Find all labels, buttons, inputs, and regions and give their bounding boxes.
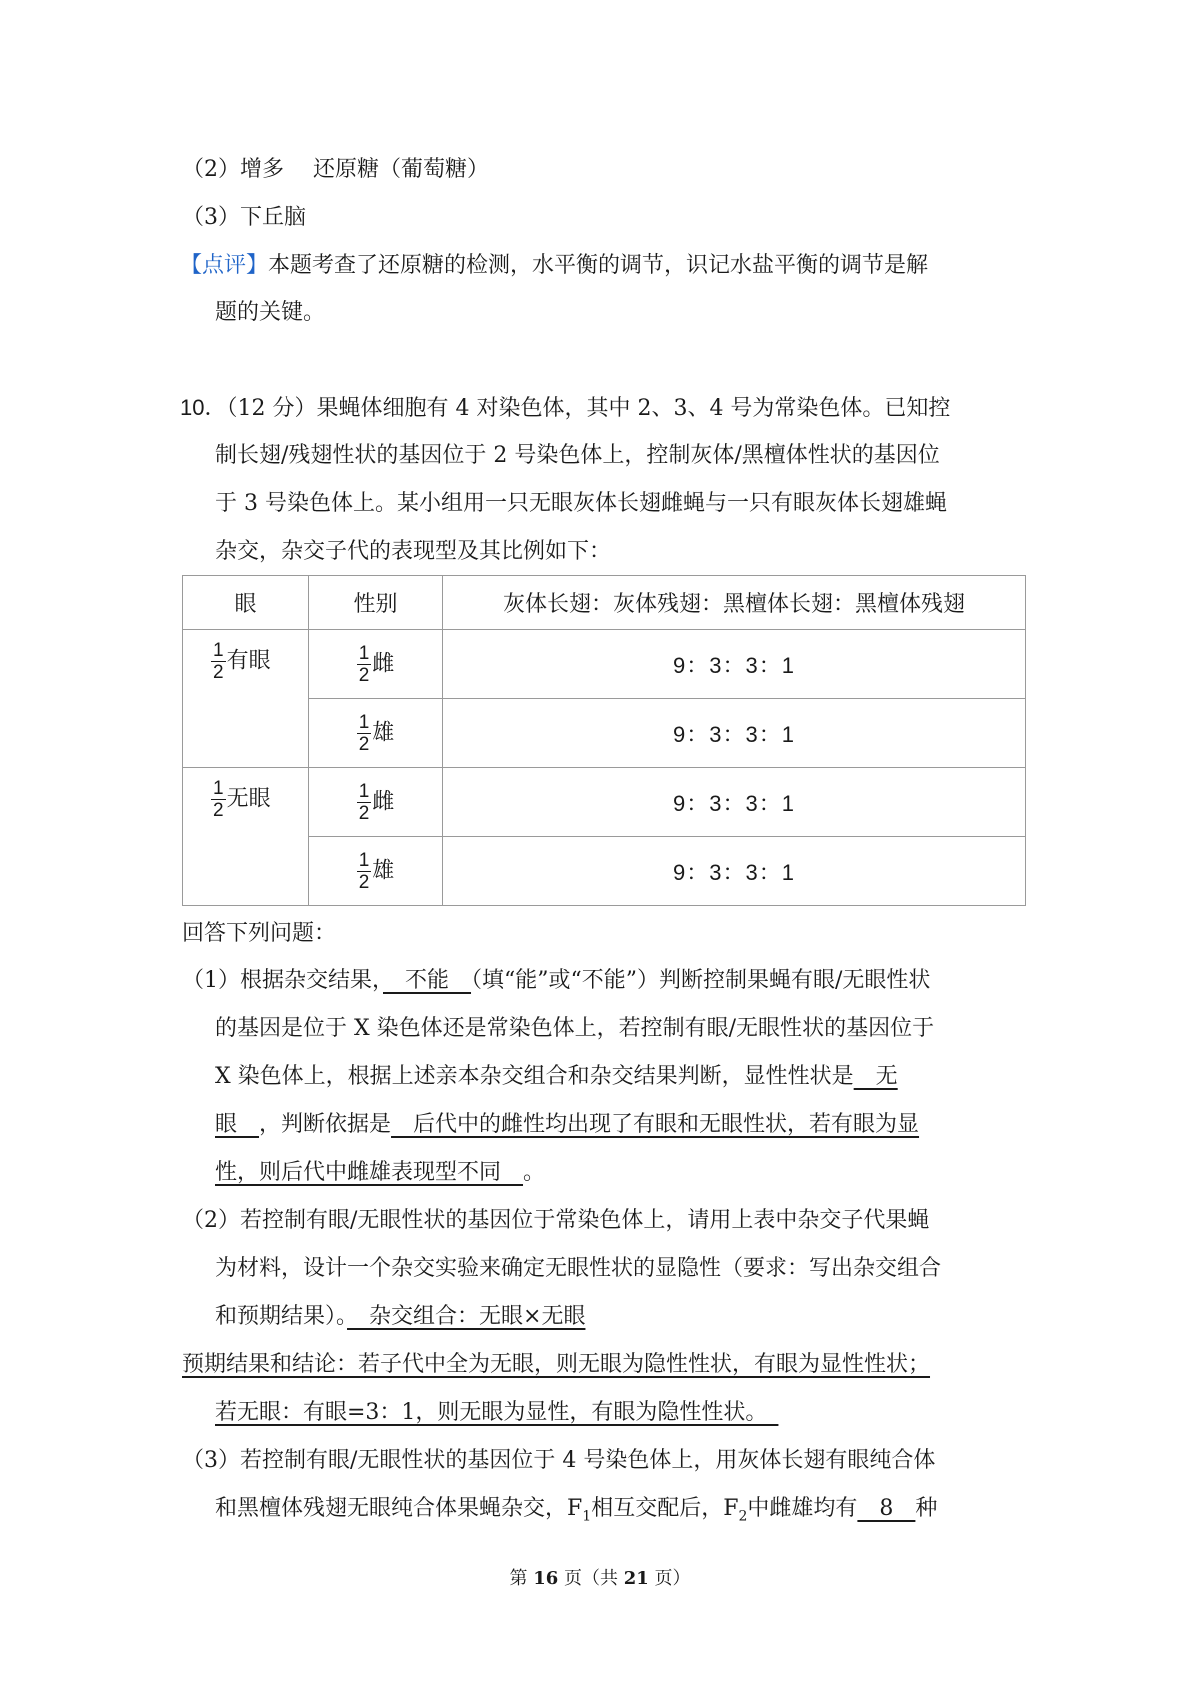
table-row xyxy=(183,699,1026,768)
p2-line-4: 预期结果和结论：若子代中全为无眼，则无眼为隐性性状，有眼为显性性状； xyxy=(182,1352,931,1377)
sex-cell: $\frac{1}{2}$ 雄 xyxy=(309,699,443,768)
table-row xyxy=(183,768,1026,837)
blank-answer: 不能 xyxy=(383,968,472,993)
fraction: $\frac{1}{2}$ xyxy=(213,778,224,821)
table-header-row xyxy=(183,576,1026,630)
blank-answer: 8 xyxy=(857,1496,916,1521)
header-ratio: 灰体长翅：灰体残翅：黑檀体长翅：黑檀体残翅 xyxy=(443,576,1026,630)
ratio-cell: 9：3：3：1 xyxy=(443,699,1026,768)
header-sex: 性别 xyxy=(309,576,443,630)
eye-cell-absent: $\frac{1}{2}$ 无眼 xyxy=(183,768,309,906)
ratio-cell: 9：3：3：1 xyxy=(443,837,1026,906)
sex-cell: $\frac{1}{2}$ 雄 xyxy=(309,837,443,906)
q10-number: 10． xyxy=(180,395,227,420)
p2-line-5: 若无眼：有眼=3：1，则无眼为显性，有眼为隐性性状。 xyxy=(215,1400,779,1425)
p1-line-2: 的基因是位于 X 染色体还是常染色体上，若控制有眼/无眼性状的基因位于 xyxy=(215,1016,935,1041)
p2-line-1: （2）若控制有眼/无眼性状的基因位于常染色体上，请用上表中杂交子代果蝇 xyxy=(182,1208,930,1233)
page-total: 21 xyxy=(623,1568,649,1589)
q10-stem-4: 杂交，杂交子代的表现型及其比例如下： xyxy=(215,539,612,564)
fraction: $\frac{1}{2}$ xyxy=(358,849,370,893)
answer-2: （2）增多 还原糖（葡萄糖） xyxy=(182,157,489,182)
fraction: $\frac{1}{2}$ xyxy=(213,640,224,683)
comment-line-1 xyxy=(180,250,928,282)
blank-answer: 无 xyxy=(853,1064,898,1089)
page-footer: 第 16 页（共 21 页） xyxy=(509,1568,691,1589)
p1-line-5: 性，则后代中雌雄表现型不同 。 xyxy=(215,1160,546,1185)
comment-tag: 【点评】 xyxy=(180,253,269,278)
comment-text-1: 本题考查了还原糖的检测，水平衡的调节，识记水盐平衡的调节是解 xyxy=(268,253,929,278)
p2-line-3: 和预期结果）。 杂交组合：无眼×无眼 xyxy=(215,1304,586,1329)
sex-cell: $\frac{1}{2}$ 雌 xyxy=(309,768,443,837)
q10-stem-1: （12 分）果蝇体细胞有 4 对染色体，其中 2、3、4 号为常染色体。已知控 xyxy=(226,396,951,421)
header-eye: 眼 xyxy=(183,576,309,630)
p3-line-2: 和黑檀体残翅无眼纯合体果蝇杂交，$F_1$相互交配后，$F_2$中雌雄均有 8 种 xyxy=(215,1496,938,1525)
p3-line-1: （3）若控制有眼/无眼性状的基因位于 4 号染色体上，用灰体长翅有眼纯合体 xyxy=(182,1448,936,1473)
fraction: $\frac{1}{2}$ xyxy=(358,711,370,755)
sex-cell: $\frac{1}{2}$ 雌 xyxy=(309,630,443,699)
ratio-cell: 9：3：3：1 xyxy=(443,630,1026,699)
q10-line-1 xyxy=(180,392,950,425)
page-number: 16 xyxy=(533,1568,559,1589)
fraction: $\frac{1}{2}$ xyxy=(358,780,370,824)
blank-answer: 杂交组合：无眼×无眼 xyxy=(347,1304,586,1329)
q10-stem-3: 于 3 号染色体上。某小组用一只无眼灰体长翅雌蝇与一只有眼灰体长翅雄蝇 xyxy=(215,491,947,516)
answer-intro: 回答下列问题： xyxy=(182,921,337,946)
fraction: $\frac{1}{2}$ xyxy=(358,642,370,686)
table-row xyxy=(183,630,1026,699)
results-table xyxy=(182,575,1026,906)
p1-line-1: （1）根据杂交结果， 不能 （填“能”或“不能”）判断控制果蝇有眼/无眼性状 xyxy=(182,968,931,993)
p1-line-4: 眼 ，判断依据是 后代中的雌性均出现了有眼和无眼性状，若有眼为显 xyxy=(215,1112,920,1137)
blank-answer: 眼 xyxy=(215,1112,260,1137)
blank-answer: 性，则后代中雌雄表现型不同 xyxy=(215,1160,524,1185)
q10-stem-2: 制长翅/残翅性状的基因位于 2 号染色体上，控制灰体/黑檀体性状的基因位 xyxy=(215,443,940,468)
blank-answer: 后代中的雌性均出现了有眼和无眼性状，若有眼为显 xyxy=(391,1112,920,1137)
eye-cell-present: $\frac{1}{2}$ 有眼 xyxy=(183,630,309,768)
table-row xyxy=(183,837,1026,906)
p1-line-3: X 染色体上，根据上述亲本杂交组合和杂交结果判断，显性性状是 无 xyxy=(215,1064,898,1089)
answer-3: （3）下丘脑 xyxy=(182,205,306,230)
ratio-cell: 9：3：3：1 xyxy=(443,768,1026,837)
comment-line-2: 题的关键。 xyxy=(215,300,326,325)
p2-line-2: 为材料，设计一个杂交实验来确定无眼性状的显隐性（要求：写出杂交组合 xyxy=(215,1256,942,1281)
